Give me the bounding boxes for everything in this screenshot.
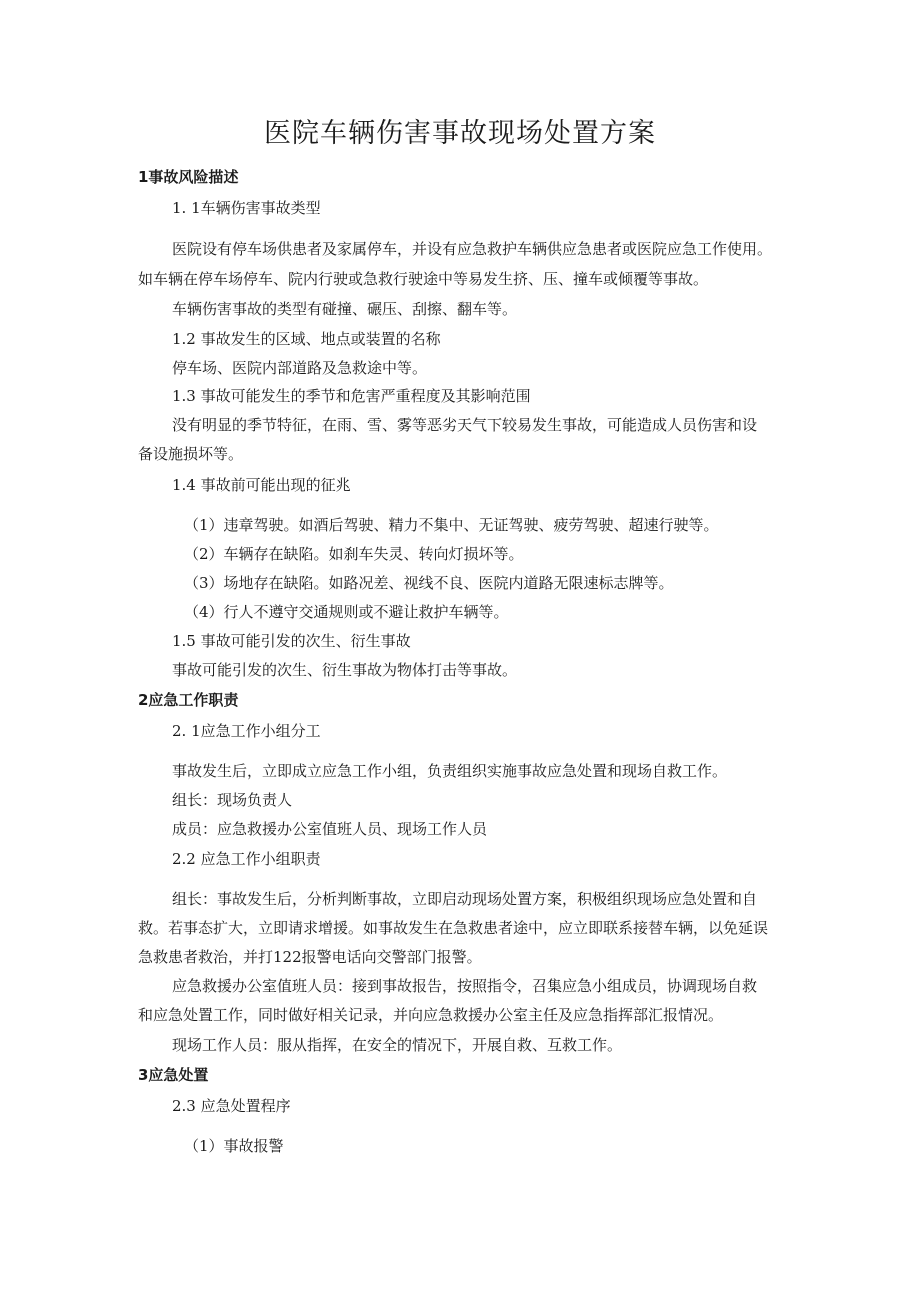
paragraph-line: 和应急处置工作，同时做好相关记录，并向应急救援办公室主任及应急指挥部汇报情况。: [138, 1006, 724, 1024]
list-item: （4）行人不遵守交通规则或不避让救护车辆等。: [184, 603, 509, 621]
page-title: 医院车辆伤害事故现场处置方案: [264, 118, 656, 149]
paragraph-line: 组长：事故发生后，分析判断事故，立即启动现场处置方案，积极组织现场应急处置和自: [172, 890, 758, 908]
list-item: （3）场地存在缺陷。如路况差、视线不良、医院内道路无限速标志牌等。: [184, 574, 674, 592]
subsection-heading-1-3: 1.3 事故可能发生的季节和危害严重程度及其影响范围: [172, 387, 531, 405]
subsection-heading-1-4: 1.4 事故前可能出现的征兆: [172, 476, 351, 494]
paragraph-line: 事故可能引发的次生、衍生事故为物体打击等事故。: [172, 661, 518, 679]
subsection-heading-2-2: 2.2 应急工作小组职责: [172, 850, 321, 868]
subsection-heading-1-2: 1.2 事故发生的区域、地点或装置的名称: [172, 330, 441, 348]
paragraph-line: 医院设有停车场供患者及家属停车，并设有应急救护车辆供应急患者或医院应急工作使用。: [172, 240, 773, 258]
list-item: （2）车辆存在缺陷。如刹车失灵、转向灯损坏等。: [184, 545, 524, 563]
paragraph-line: 事故发生后，立即成立应急工作小组，负责组织实施事故应急处置和现场自救工作。: [172, 762, 728, 780]
section-heading-1: 1事故风险描述: [138, 168, 239, 186]
paragraph-line: 停车场、医院内部道路及急救途中等。: [172, 359, 428, 377]
subsection-heading-1-5: 1.5 事故可能引发的次生、衍生事故: [172, 632, 411, 650]
paragraph-line: 备设施损坏等。: [138, 445, 244, 463]
paragraph-line: 成员：应急救援办公室值班人员、现场工作人员: [172, 820, 488, 838]
paragraph-line: 组长：现场负责人: [172, 791, 293, 809]
list-item: （1）事故报警: [184, 1137, 284, 1155]
paragraph-line: 车辆伤害事故的类型有碰撞、碾压、刮擦、翻车等。: [172, 300, 518, 318]
list-item: （1）违章驾驶。如酒后驾驶、精力不集中、无证驾驶、疲劳驾驶、超速行驶等。: [184, 516, 719, 534]
paragraph-line: 如车辆在停车场停车、院内行驶或急救行驶途中等易发生挤、压、撞车或倾覆等事故。: [138, 270, 709, 288]
paragraph-line: 救。若事态扩大，立即请求增援。如事故发生在急救患者途中，应立即联系接替车辆，以免延误: [138, 919, 769, 937]
section-heading-3: 3应急处置: [138, 1066, 209, 1084]
subsection-heading-1-1: 1. 1车辆伤害事故类型: [172, 199, 321, 217]
paragraph-line: 没有明显的季节特征，在雨、雪、雾等恶劣天气下较易发生事故，可能造成人员伤害和设: [172, 416, 758, 434]
paragraph-line: 现场工作人员：服从指挥，在安全的情况下，开展自救、互救工作。: [172, 1036, 623, 1054]
paragraph-line: 应急救援办公室值班人员：接到事故报告，按照指令，召集应急小组成员，协调现场自救: [172, 977, 758, 995]
paragraph-line: 急救患者救治，并打122报警电话向交警部门报警。: [138, 948, 482, 966]
subsection-heading-2-1: 2. 1应急工作小组分工: [172, 722, 321, 740]
section-heading-2: 2应急工作职责: [138, 691, 239, 709]
subsection-heading-2-3: 2.3 应急处置程序: [172, 1097, 291, 1115]
